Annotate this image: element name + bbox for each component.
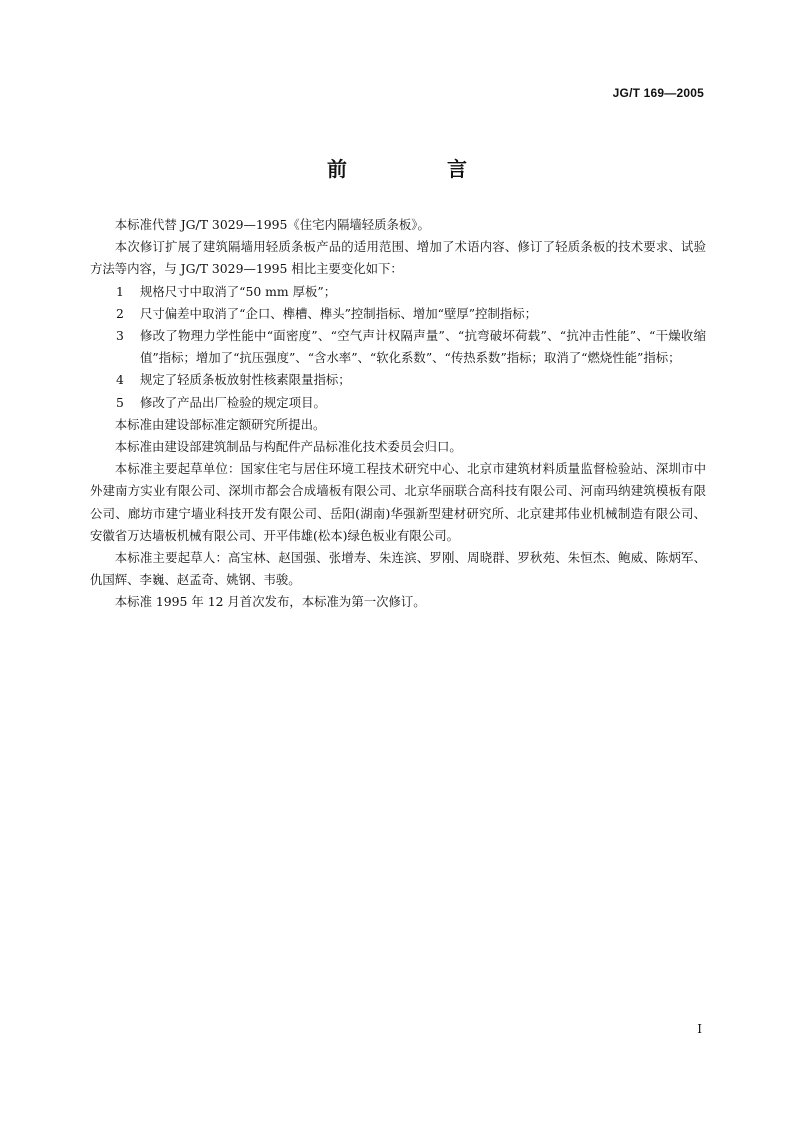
change-text: 规格尺寸中取消了“50 mm 厚板”；: [140, 283, 337, 299]
change-number: 2: [116, 305, 124, 321]
paragraph-managed-by: 本标准由建设部建筑制品与构配件产品标准化技术委员会归口。: [114, 439, 462, 455]
change-number: 1: [116, 283, 124, 299]
change-number: 4: [116, 372, 124, 388]
change-text: 规定了轻质条板放射性核素限量指标；: [140, 372, 351, 388]
change-text: 修改了物理力学性能中“面密度”、“空气声计权隔声量”、“抗弯破坏荷载”、“抗冲击性能”、“干燥收缩值”指标；增加了“抗压强度”、“含水率”、“软化系数”、“传热系数”指标；取消了“燃烧性能”指标；: [140, 328, 706, 366]
paragraph-revision-summary: 本次修订扩展了建筑隔墙用轻质条板产品的适用范围、增加了术语内容、修订了轻质条板的技术要求、试验方法等内容，与 JG/T 3029—1995 相比主要变化如下：: [90, 239, 706, 277]
change-number: 3: [116, 328, 124, 344]
paragraph-replaces: 本标准代替 JG/T 3029—1995《住宅内隔墙轻质条板》。: [114, 217, 430, 232]
paragraph-release-history: 本标准 1995 年 12 月首次发布，本标准为第一次修订。: [114, 594, 426, 610]
change-text: 尺寸偏差中取消了“企口、榫槽、榫头”控制指标、增加“壁厚”控制指标；: [140, 305, 538, 321]
document-body: [90, 214, 706, 614]
change-item-1: [90, 281, 706, 303]
standard-code: JG/T 169—2005: [612, 86, 704, 100]
page-number: I: [697, 1022, 702, 1036]
change-number: 5: [116, 394, 124, 410]
change-text: 修改了产品出厂检验的规定项目。: [140, 394, 326, 410]
paragraph-proposed-by: 本标准由建设部标准定额研究所提出。: [114, 416, 326, 432]
page-title: 前 言: [327, 157, 507, 181]
paragraph-drafting-units: 本标准主要起草单位：国家住宅与居住环境工程技术研究中心、北京市建筑材料质量监督检验站、深圳市中外建南方实业有限公司、深圳市都会合成墙板有限公司、北京华丽联合高科技有限公司、河南玛纳建筑模板有限公司、廊坊市建宁墙业科技开发有限公司、岳阳(湖南)华强新型建材研究所、北京建邦伟业机械制造有限公司、安徽省万达墙板机械有限公司、开平伟雄(松本)绿色板业有限公司。: [90, 461, 706, 543]
change-item-5: [90, 392, 706, 414]
change-item-4: [90, 369, 706, 391]
change-item-2: [90, 303, 706, 325]
paragraph-drafters: 本标准主要起草人：高宝林、赵国强、张增寿、朱连滨、罗刚、周晓群、罗秋苑、朱恒杰、鲍威、陈炳军、仇国辉、李巍、赵孟奇、姚钢、韦骏。: [90, 550, 706, 588]
change-item-3: [90, 325, 706, 369]
